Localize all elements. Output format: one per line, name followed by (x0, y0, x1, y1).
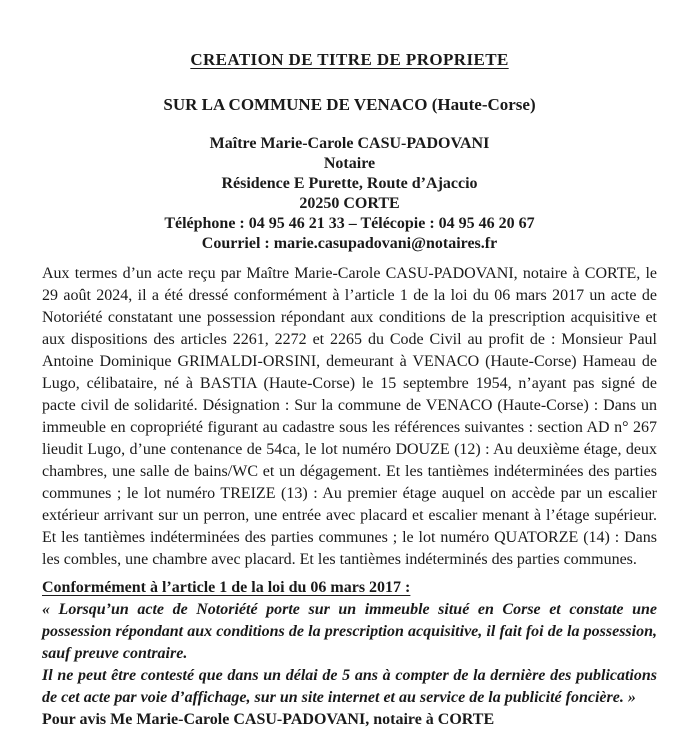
notary-address-line2: 20250 CORTE (299, 195, 400, 212)
law-quote-paragraph-1: « Lorsqu’un acte de Notoriété porte sur un immeuble situé en Corse et constate une possession répondant aux conditions de la prescription acquisitive, il fait foi de la possession, sauf preuve contraire. (42, 601, 657, 662)
notary-name: Maître Marie-Carole CASU-PADOVANI (209, 135, 490, 152)
footer-line: Pour avis Me Marie-Carole CASU-PADOVANI, notaire à CORTE (42, 711, 495, 728)
document-subtitle: SUR LA COMMUNE DE VENACO (Haute-Corse) (163, 95, 536, 114)
law-section-heading: Conformément à l’article 1 de la loi du 06 mars 2017 : (42, 579, 411, 596)
body-paragraph: Aux termes d’un acte reçu par Maître Marie-Carole CASU-PADOVANI, notaire à CORTE, le 29 août 2024, il a été dressé conformément à l’article 1 de la loi du 06 mars 2017 un acte de Notoriété constatant une possession répondant aux conditions de la prescription acquisitive et aux dispositions des articles 2261, 2272 et 2265 du Code Civil au profit de : Monsieur Paul Antoine Dominique GRIMALDI-ORSINI, demeurant à VENACO (Haute-Corse) Hameau de Lugo, célibataire, né à BASTIA (Haute-Corse) le 15 septembre 1954, n’ayant pas signé de pacte civil de solidarité. Désignation : Sur la commune de VENACO (Haute-Corse) : Dans un immeuble en copropriété figurant au cadastre sous les références suivantes : section AD n° 267 lieudit Lugo, d’une contenance de 54ca, le lot numéro DOUZE (12) : Au deuxième étage, deux chambres, une salle de bains/WC et un dégagement. Et les tantièmes indéterminées des parties communes ; le lot numéro TREIZE (13) : Au premier étage auquel on accède par un escalier extérieur arrivant sur un perron, une entrée avec placard et escalier menant à l’étage supérieur. Et les tantièmes indéterminées des parties communes ; le lot numéro QUATORZE (14) : Dans les combles, une chambre avec placard. Et les tantièmes indéterminés des parties communes. (42, 265, 657, 568)
document-title: CREATION DE TITRE DE PROPRIETE (190, 50, 509, 69)
law-quote-paragraph-2: Il ne peut être contesté que dans un délai de 5 ans à compter de la dernière des publications de cet acte par voie d’affichage, sur un site internet et au service de la publicité foncière. » (42, 667, 657, 706)
notary-block (42, 134, 657, 254)
notary-email-line: Courriel : marie.casupadovani@notaires.fr (201, 235, 498, 252)
notary-phone-line: Téléphone : 04 95 46 21 33 – Télécopie : 04 95 46 20 67 (164, 215, 535, 232)
notary-role: Notaire (323, 155, 376, 172)
notary-address-line1: Résidence E Purette, Route d’Ajaccio (221, 175, 478, 192)
